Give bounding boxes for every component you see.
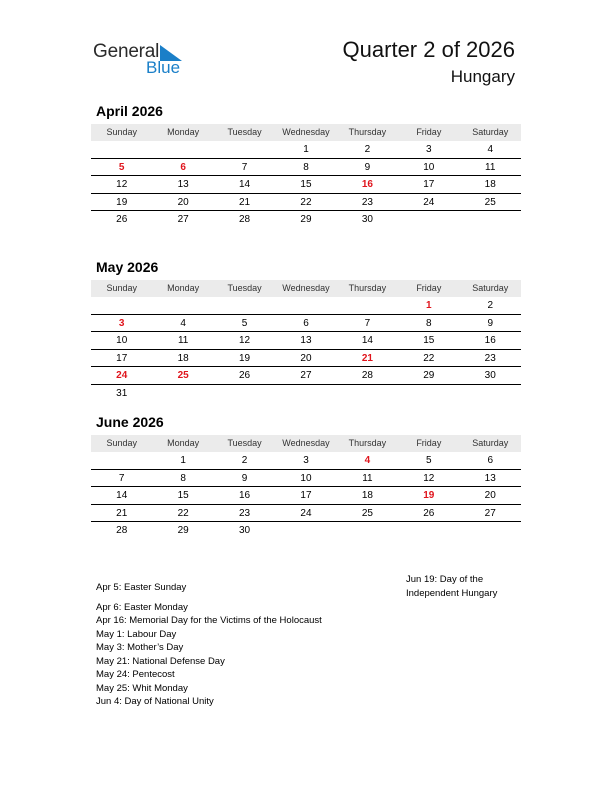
date-cell: 28 xyxy=(116,525,128,536)
empty-date-cell xyxy=(460,522,521,540)
date-cell: 10 xyxy=(116,335,128,346)
date-cell: 9 xyxy=(364,161,371,173)
date-cell: 17 xyxy=(300,490,312,501)
date-cell: 31 xyxy=(116,387,128,399)
holiday-date-cell: 3 xyxy=(118,317,125,329)
date-cell: 26 xyxy=(238,370,251,381)
generalblue-logo xyxy=(93,41,193,81)
date-cell: 11 xyxy=(177,335,189,346)
date-cell: 26 xyxy=(116,214,128,225)
month-title: May 2026 xyxy=(96,259,159,275)
week-row xyxy=(91,367,521,385)
date-cell: 2 xyxy=(487,300,494,311)
date-cell: 12 xyxy=(238,335,251,346)
week-row xyxy=(91,470,521,488)
date-cell: 12 xyxy=(116,179,128,190)
empty-date-cell xyxy=(91,452,152,469)
date-cell: 10 xyxy=(423,161,435,173)
weekday-label: Saturday xyxy=(472,283,509,293)
date-cell: 14 xyxy=(116,490,128,501)
week-row xyxy=(91,350,521,368)
holiday-date-cell: 25 xyxy=(177,370,189,381)
holiday-note: Apr 16: Memorial Day for the Victims of the Holocaust xyxy=(96,615,322,626)
empty-date-cell xyxy=(275,297,336,314)
date-cell: 30 xyxy=(484,370,496,381)
date-cell: 6 xyxy=(303,317,309,329)
date-cell: 3 xyxy=(303,455,309,466)
date-cell: 4 xyxy=(180,317,186,329)
date-cell: 22 xyxy=(300,196,312,208)
weekday-label: Tuesday xyxy=(227,127,262,137)
date-cell: 8 xyxy=(303,161,309,173)
weekday-label: Sunday xyxy=(106,283,137,293)
empty-date-cell xyxy=(460,385,521,403)
date-cell: 23 xyxy=(484,352,496,364)
date-cell: 29 xyxy=(300,214,312,225)
empty-date-cell xyxy=(398,211,459,229)
date-cell: 7 xyxy=(364,317,371,329)
date-cell: 25 xyxy=(361,507,373,519)
date-cell: 9 xyxy=(487,317,494,329)
date-cell: 30 xyxy=(238,525,251,536)
empty-date-cell xyxy=(337,385,398,403)
date-cell: 23 xyxy=(238,507,251,519)
week-row xyxy=(91,141,521,159)
date-cell: 11 xyxy=(362,472,373,484)
empty-date-cell xyxy=(214,141,275,158)
date-cell: 30 xyxy=(361,214,373,225)
empty-date-cell xyxy=(275,385,336,403)
date-cell: 23 xyxy=(361,196,373,208)
empty-date-cell xyxy=(214,297,275,314)
holiday-note: Apr 5: Easter Sunday xyxy=(96,582,187,593)
holiday-note: May 21: National Defense Day xyxy=(96,655,225,667)
empty-date-cell xyxy=(275,522,336,540)
week-row xyxy=(91,315,521,333)
date-cell: 16 xyxy=(238,490,251,501)
holiday-date-cell: 6 xyxy=(180,161,186,173)
month-calendar xyxy=(91,259,521,402)
date-cell: 10 xyxy=(300,472,312,484)
holiday-side-note xyxy=(406,573,526,600)
date-cell: 22 xyxy=(423,352,435,364)
page-title: Quarter 2 of 2026 xyxy=(342,37,515,62)
logo-general-text: General xyxy=(93,41,160,62)
date-cell: 15 xyxy=(300,179,312,190)
date-cell: 18 xyxy=(361,490,373,501)
weekday-label: Sunday xyxy=(106,127,137,137)
country-name: Hungary xyxy=(450,67,515,86)
date-cell: 8 xyxy=(426,317,432,329)
week-row xyxy=(91,297,521,315)
holiday-note: May 24: Pentecost xyxy=(96,669,175,680)
week-row xyxy=(91,505,521,523)
weekday-label: Wednesday xyxy=(282,438,330,448)
weekday-label: Monday xyxy=(167,283,200,293)
date-cell: 16 xyxy=(484,335,496,346)
empty-date-cell xyxy=(460,211,521,229)
weekday-label: Wednesday xyxy=(282,127,330,137)
date-cell: 13 xyxy=(300,335,312,346)
week-row xyxy=(91,159,521,177)
logo-blue-text: Blue xyxy=(146,58,181,77)
holiday-note: May 1: Labour Day xyxy=(96,628,177,640)
week-row xyxy=(91,332,521,350)
date-cell: 17 xyxy=(116,352,128,364)
empty-date-cell xyxy=(152,141,213,158)
weekday-label: Tuesday xyxy=(227,283,262,293)
week-row xyxy=(91,385,521,403)
date-cell: 7 xyxy=(241,161,248,173)
weekday-label: Saturday xyxy=(472,127,509,137)
date-cell: 14 xyxy=(238,179,251,190)
weekday-label: Thursday xyxy=(348,127,387,137)
date-cell: 29 xyxy=(423,370,435,381)
date-cell: 22 xyxy=(177,507,189,519)
holiday-note-line: Independent Hungary xyxy=(406,587,498,599)
date-cell: 4 xyxy=(487,144,494,155)
date-cell: 1 xyxy=(180,455,186,466)
week-row xyxy=(91,452,521,470)
week-row xyxy=(91,211,521,229)
date-cell: 20 xyxy=(177,196,189,208)
date-cell: 14 xyxy=(361,335,373,346)
weekday-label: Thursday xyxy=(348,438,387,448)
date-cell: 25 xyxy=(484,196,496,208)
empty-date-cell xyxy=(152,385,213,403)
holiday-date-cell: 21 xyxy=(361,352,373,364)
empty-date-cell xyxy=(214,385,275,403)
date-cell: 19 xyxy=(238,352,251,364)
weekday-label: Monday xyxy=(167,127,200,137)
date-cell: 15 xyxy=(423,335,435,346)
weekday-label: Saturday xyxy=(472,438,509,448)
empty-date-cell xyxy=(91,297,152,314)
date-cell: 1 xyxy=(303,144,309,155)
date-cell: 21 xyxy=(238,196,251,208)
date-cell: 7 xyxy=(118,472,125,484)
date-cell: 28 xyxy=(361,370,373,381)
date-cell: 27 xyxy=(177,214,189,225)
week-row xyxy=(91,487,521,505)
date-cell: 20 xyxy=(300,352,312,364)
date-cell: 27 xyxy=(484,507,496,519)
holiday-date-cell: 5 xyxy=(118,161,125,173)
holiday-date-cell: 16 xyxy=(361,179,373,190)
date-cell: 29 xyxy=(177,525,189,536)
holiday-note: Jun 4: Day of National Unity xyxy=(96,696,214,707)
empty-date-cell xyxy=(91,141,152,158)
date-cell: 8 xyxy=(180,472,186,484)
holiday-date-cell: 24 xyxy=(116,370,128,381)
weekday-label: Friday xyxy=(416,438,442,448)
empty-date-cell xyxy=(337,522,398,540)
holiday-date-cell: 19 xyxy=(423,490,435,501)
date-cell: 18 xyxy=(177,352,189,364)
date-cell: 19 xyxy=(116,196,128,208)
month-calendar xyxy=(91,103,521,229)
empty-date-cell xyxy=(337,297,398,314)
empty-date-cell xyxy=(398,385,459,403)
weekday-label: Monday xyxy=(167,438,200,448)
weekday-header-row xyxy=(91,280,521,297)
date-cell: 12 xyxy=(423,472,435,484)
month-title: April 2026 xyxy=(96,103,163,119)
date-cell: 27 xyxy=(300,370,312,381)
holiday-date-cell: 4 xyxy=(364,455,371,466)
date-cell: 24 xyxy=(423,196,435,208)
holiday-notes xyxy=(96,581,322,709)
empty-date-cell xyxy=(152,297,213,314)
date-cell: 6 xyxy=(487,455,494,466)
weekday-label: Thursday xyxy=(348,283,387,293)
date-cell: 3 xyxy=(426,144,432,155)
date-cell: 5 xyxy=(426,455,432,466)
week-row xyxy=(91,176,521,194)
weekday-header-row xyxy=(91,435,521,452)
weekday-label: Friday xyxy=(416,127,442,137)
week-row xyxy=(91,522,521,540)
empty-date-cell xyxy=(398,522,459,540)
month-calendar xyxy=(91,414,521,540)
date-cell: 24 xyxy=(300,507,312,519)
holiday-note: May 25: Whit Monday xyxy=(96,682,188,694)
date-cell: 26 xyxy=(423,507,435,519)
holiday-note: Apr 6: Easter Monday xyxy=(96,601,188,613)
date-cell: 15 xyxy=(177,490,189,501)
date-cell: 17 xyxy=(423,179,435,190)
date-cell: 28 xyxy=(238,214,251,225)
date-cell: 18 xyxy=(484,179,496,190)
week-row xyxy=(91,194,521,212)
month-title: June 2026 xyxy=(96,414,164,430)
date-cell: 13 xyxy=(484,472,496,484)
date-cell: 13 xyxy=(177,179,189,190)
date-cell: 9 xyxy=(241,472,248,484)
date-cell: 5 xyxy=(241,317,248,329)
weekday-label: Wednesday xyxy=(282,283,330,293)
holiday-note-line: Jun 19: Day of the xyxy=(406,574,484,585)
holiday-date-cell: 1 xyxy=(426,300,432,311)
weekday-label: Sunday xyxy=(106,438,137,448)
holiday-note: May 3: Mother’s Day xyxy=(96,642,184,653)
date-cell: 2 xyxy=(241,455,248,466)
weekday-label: Friday xyxy=(416,283,442,293)
date-cell: 20 xyxy=(484,490,496,501)
date-cell: 21 xyxy=(116,507,128,519)
weekday-header-row xyxy=(91,124,521,141)
date-cell: 11 xyxy=(485,161,496,173)
date-cell: 2 xyxy=(364,144,371,155)
weekday-label: Tuesday xyxy=(227,438,262,448)
